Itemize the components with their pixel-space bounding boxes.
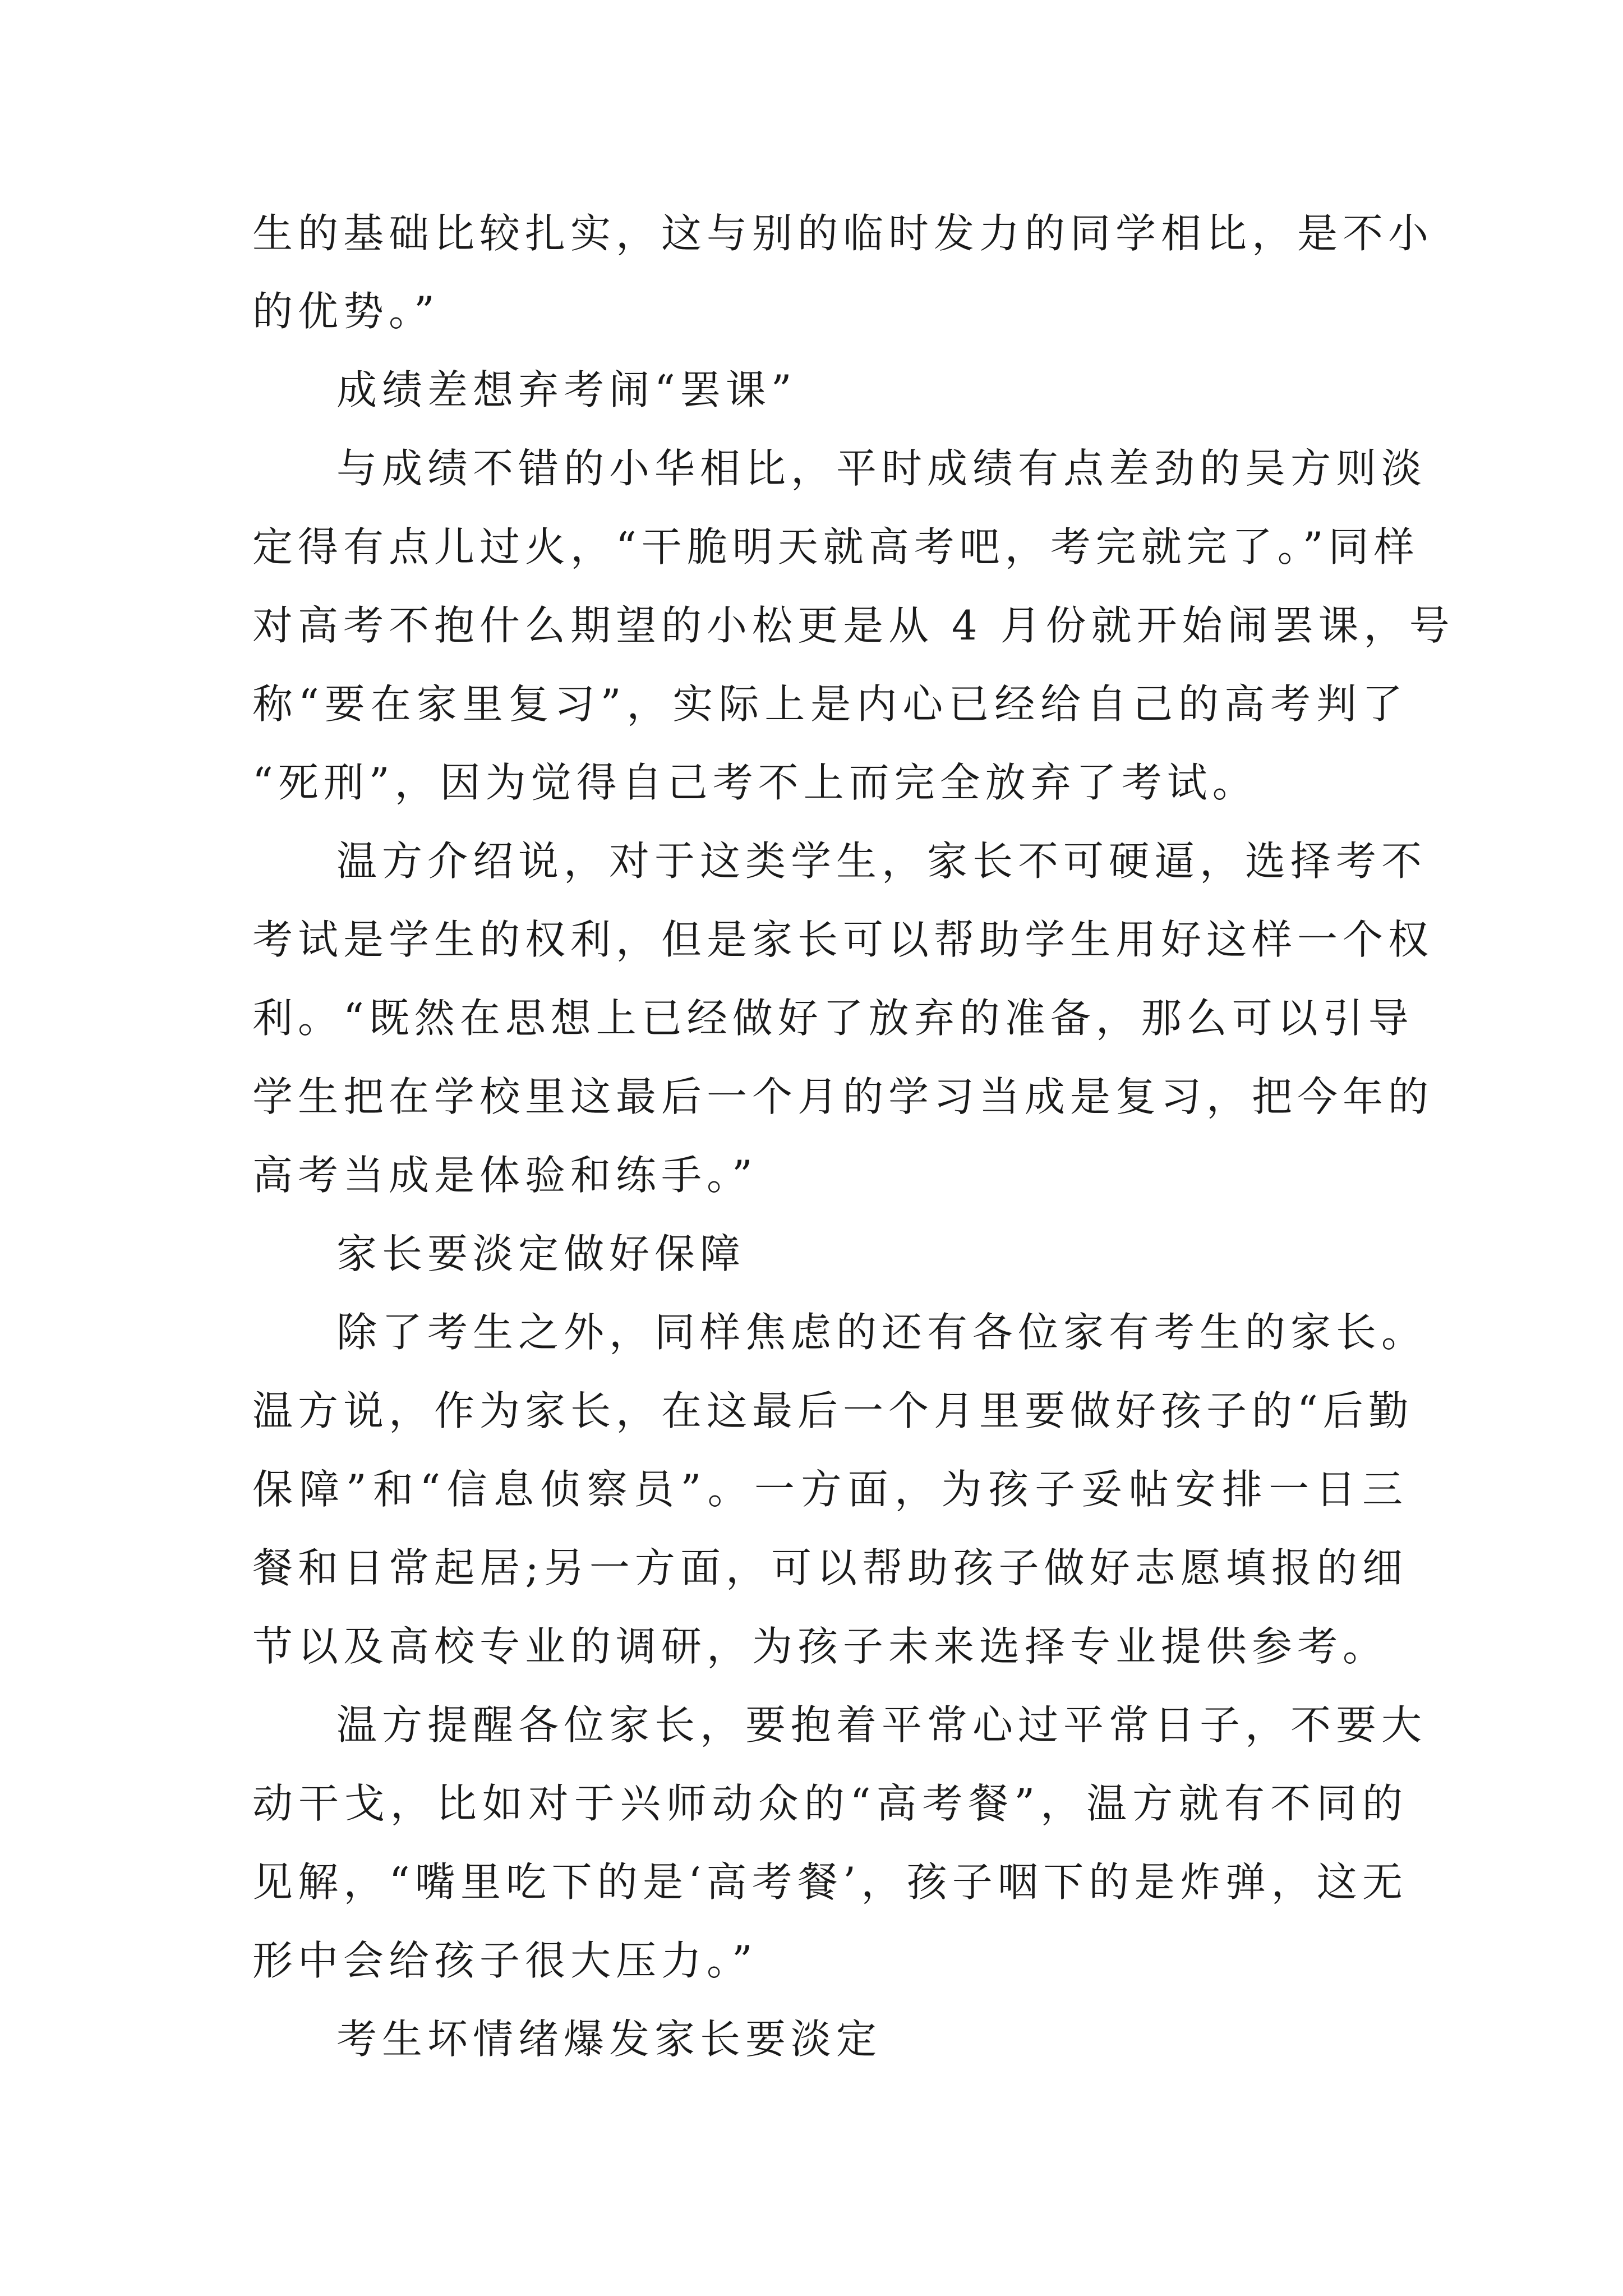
body-line: 见解，“嘴里吃下的是‘高考餐’，孩子咽下的是炸弹，这无 xyxy=(252,1858,1408,1906)
body-line: 保障”和“信息侦察员”。一方面，为孩子妥帖安排一日三 xyxy=(252,1466,1408,1513)
body-line: 的优势。” xyxy=(252,288,440,335)
body-line: 餐和日常起居;另一方面，可以帮助孩子做好志愿填报的细 xyxy=(252,1544,1408,1591)
body-line: 高考当成是体验和练手。” xyxy=(252,1152,758,1199)
body-line: 称“要在家里复习”，实际上是内心已经给自己的高考判了 xyxy=(252,680,1408,728)
body-line: 定得有点儿过火，“干脆明天就高考吧，考完就完了。”同样 xyxy=(252,523,1419,570)
paragraph-first-line: 温方提醒各位家长，要抱着平常心过平常日子，不要大 xyxy=(336,1701,1427,1749)
body-line: 利。“既然在思想上已经做好了放弃的准备，那么可以引导 xyxy=(252,995,1414,1042)
body-line: “死刑”，因为觉得自己考不上而完全放弃了考试。 xyxy=(252,759,1258,806)
body-line: 学生把在学校里这最后一个月的学习当成是复习，把今年的 xyxy=(252,1073,1434,1120)
body-line: 生的基础比较扎实，这与别的临时发力的同学相比，是不小 xyxy=(252,210,1434,257)
body-line: 节以及高校专业的调研，为孩子未来选择专业提供参考。 xyxy=(252,1623,1389,1670)
paragraph-first-line: 除了考生之外，同样焦虑的还有各位家有考生的家长。 xyxy=(336,1309,1427,1356)
body-line: 考试是学生的权利，但是家长可以帮助学生用好这样一个权 xyxy=(252,916,1434,963)
paragraph-first-line: 温方介绍说，对于这类学生，家长不可硬逼，选择考不 xyxy=(336,838,1427,885)
body-line: 形中会给孩子很大压力。” xyxy=(252,1937,758,1984)
body-line: 对高考不抱什么期望的小松更是从 4 月份就开始闹罢课，号 xyxy=(252,602,1455,649)
section-heading: 考生坏情绪爆发家长要淡定 xyxy=(336,2016,882,2063)
paragraph-first-line: 与成绩不错的小华相比，平时成绩有点差劲的吴方则淡 xyxy=(336,445,1427,492)
section-heading: 成绩差想弃考闹“罢课” xyxy=(336,366,797,413)
section-heading: 家长要淡定做好保障 xyxy=(336,1230,746,1277)
body-line: 动干戈，比如对于兴师动众的“高考餐”，温方就有不同的 xyxy=(252,1780,1408,1827)
body-line: 温方说，作为家长，在这最后一个月里要做好孩子的“后勤 xyxy=(252,1387,1414,1434)
